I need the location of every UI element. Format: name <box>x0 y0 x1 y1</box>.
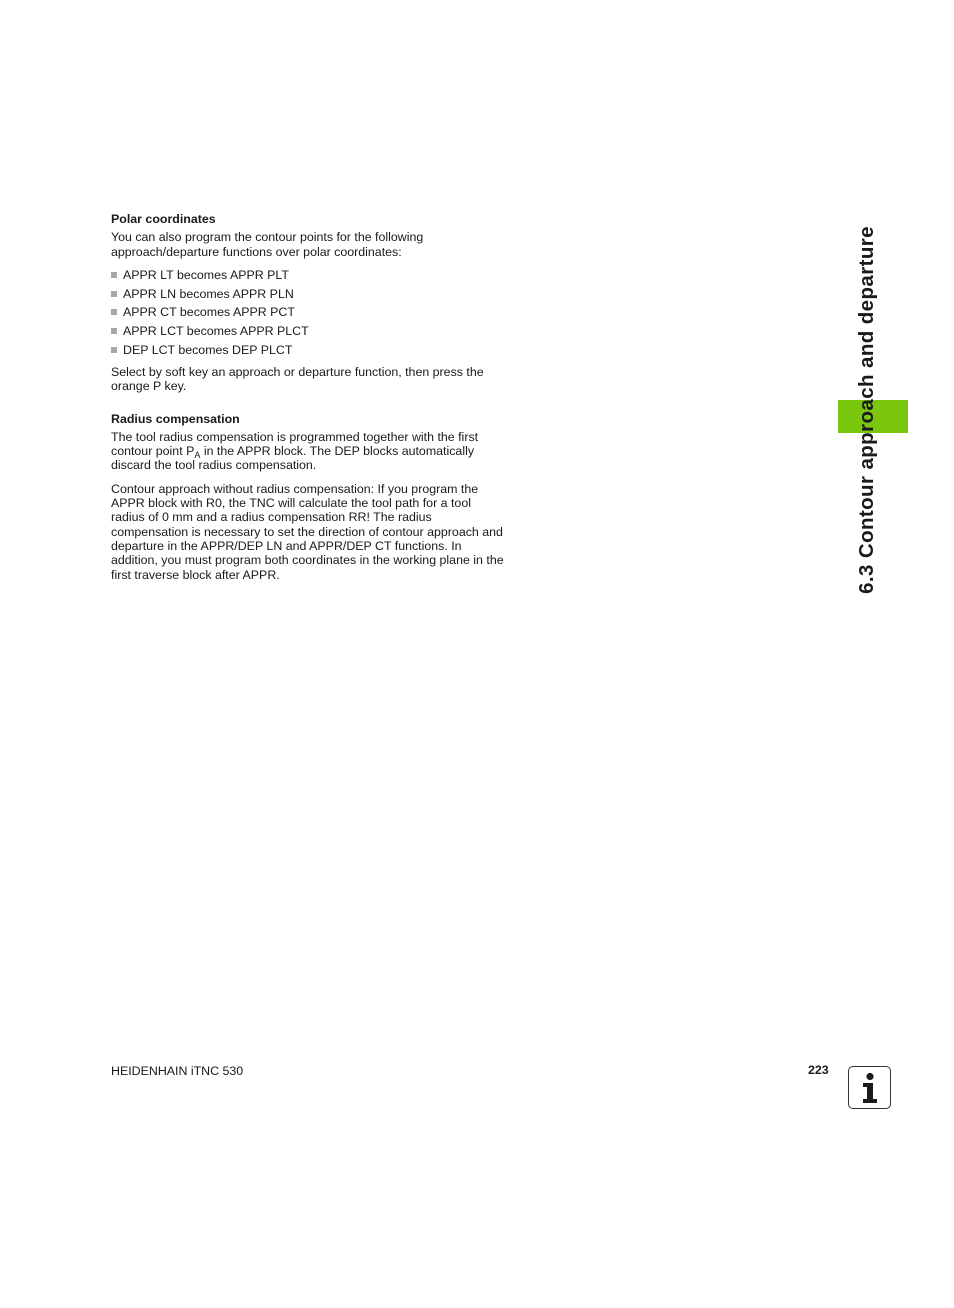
main-content <box>111 212 506 591</box>
radius-paragraph-1: The tool radius compensation is programmed together with the first contour point $P_A$ in the APPR block. The DEP blocks automatically discard the tool radius compensation. <box>111 429 479 473</box>
polar-outro: Select by soft key an approach or departure function, then press the orange P key. <box>111 364 484 394</box>
polar-intro: You can also program the contour points for the following approach/departure functions over polar coordinates: <box>111 230 424 259</box>
list-item: APPR LN becomes APPR PLN <box>111 287 506 301</box>
list-item: APPR LCT becomes APPR PLCT <box>111 324 506 338</box>
bullet-square-icon <box>111 347 117 353</box>
radius-paragraph-2: Contour approach without radius compensation: If you program the APPR block with R0, the TNC will calculate the tool path for a tool radius of 0 mm and a radius compensation RR! The radius compensation is necessary to set the direction of contour approach and departure in the APPR/DEP LN and APPR/DEP CT functions. In addition, you must program both coordinates in the working plane in the first traverse block after APPR. <box>111 481 504 582</box>
list-item: APPR CT becomes APPR PCT <box>111 305 506 319</box>
polar-coordinates-heading: Polar coordinates <box>111 212 216 226</box>
bullet-square-icon <box>111 309 117 315</box>
radius-compensation-heading: Radius compensation <box>111 411 240 426</box>
footer-manual-title: HEIDENHAIN iTNC 530 <box>111 1064 244 1078</box>
bullet-square-icon <box>111 272 117 278</box>
page-number: 223 <box>808 1063 829 1077</box>
polar-function-list <box>111 268 506 357</box>
bullet-square-icon <box>111 291 117 297</box>
info-icon <box>848 1066 891 1109</box>
list-item: APPR LT becomes APPR PLT <box>111 268 506 282</box>
list-item: DEP LCT becomes DEP PLCT <box>111 343 506 357</box>
info-i-glyph <box>857 1072 883 1104</box>
chapter-side-title: 6.3 Contour approach and departure <box>855 226 879 594</box>
bullet-square-icon <box>111 328 117 334</box>
